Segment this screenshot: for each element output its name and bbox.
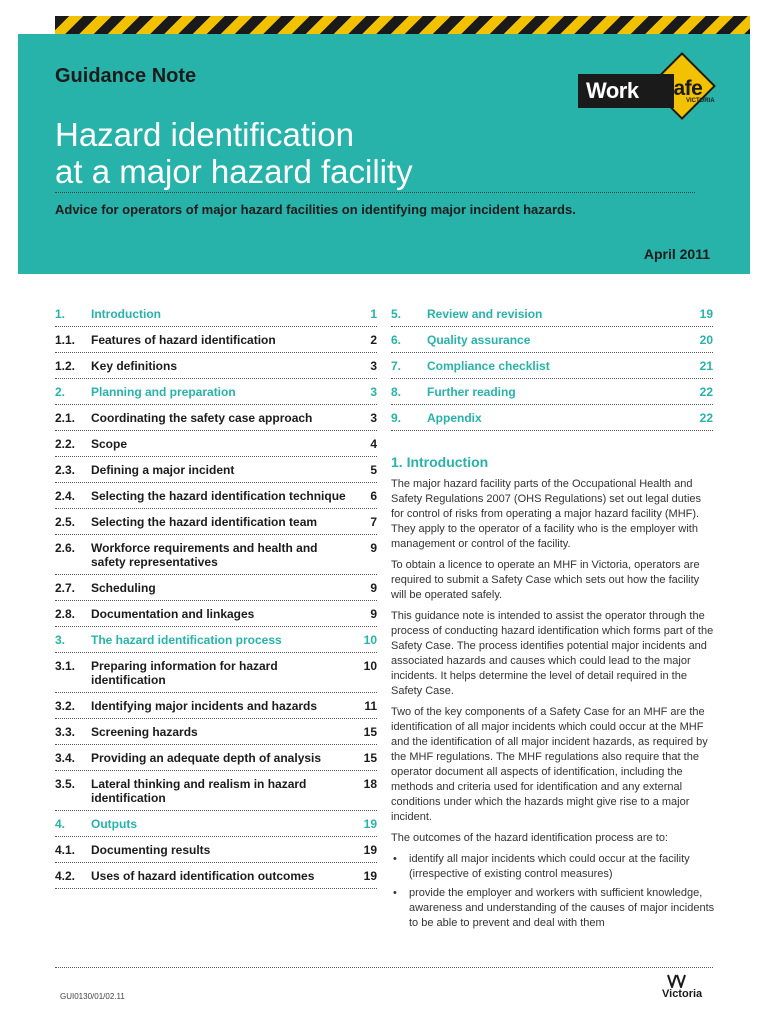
subtitle: Advice for operators of major hazard facilities on identifying major incident hazards. [55, 202, 576, 217]
toc-entry[interactable] [391, 379, 713, 405]
toc-entry[interactable] [55, 405, 377, 431]
toc-entry-page: 11 [364, 699, 377, 713]
toc-entry-number: 3.4. [55, 751, 76, 765]
table-of-contents-right [391, 301, 713, 431]
toc-entry-number: 2.5. [55, 515, 76, 529]
toc-entry-number: 1.1. [55, 333, 76, 347]
toc-entry-title: Compliance checklist [427, 359, 550, 373]
toc-entry-number: 3.3. [55, 725, 76, 739]
toc-entry-page: 10 [363, 633, 377, 647]
toc-entry[interactable] [55, 535, 377, 575]
toc-entry-number: 4.2. [55, 869, 76, 883]
outcome-bullet: • provide the employer and workers with sufficient knowledge, awareness and understanding of the causes of major incidents to be able to prevent and deal with them [391, 886, 716, 931]
intro-paragraph: This guidance note is intended to assist the operator through the process of conducting hazard identification which forms part of the Safety Case. The process identifies potential major incidents and associated hazards and causes which could lead to the major incidents. It helps determine the level of detail required in the Safety Case. [391, 610, 714, 697]
toc-entry-number: 2.3. [55, 463, 76, 477]
toc-entry-number: 2.4. [55, 489, 76, 503]
intro-paragraph: Two of the key components of a Safety Case for an MHF are the identification of all major incidents which could occur at the MHF and the identification of all major incident hazards, as required by the MHF regulations. The MHF regulations also require that the operator document all aspects of identification, including the methods and criteria used for identification and any external conditions under which the hazards might give rise to a major incident. [391, 706, 708, 823]
toc-entry[interactable] [55, 457, 377, 483]
toc-entry-title: Features of hazard identification [91, 333, 276, 347]
worksafe-logo [578, 62, 718, 122]
toc-entry-number: 6. [391, 333, 402, 347]
toc-entry-page: 9 [370, 581, 377, 595]
toc-entry-page: 10 [363, 659, 377, 673]
logo-victoria-text: VICTORIA [686, 98, 715, 104]
toc-entry-page: 9 [370, 607, 377, 621]
document-code: GUI0130/01/02.11 [60, 992, 125, 1001]
table-of-contents-left [55, 301, 377, 889]
toc-entry-page: 4 [370, 437, 377, 451]
publication-date: April 2011 [643, 246, 710, 262]
toc-entry-number: 2.8. [55, 607, 76, 621]
toc-entry-page: 2 [370, 333, 377, 347]
introduction-heading: 1. Introduction [391, 454, 489, 470]
toc-entry-title: Identifying major incidents and hazards [91, 699, 318, 713]
toc-entry-page: 5 [370, 463, 377, 477]
victoria-wordmark: Victoria [662, 988, 703, 1000]
toc-entry[interactable] [391, 301, 713, 327]
toc-entry-title: Selecting the hazard identification team [91, 515, 318, 529]
toc-entry-title: Scheduling [91, 581, 156, 595]
toc-entry-title: Planning and preparation [91, 385, 236, 399]
toc-entry-page: 15 [363, 751, 377, 765]
toc-entry-page: 9 [370, 541, 377, 555]
toc-entry[interactable] [55, 627, 377, 653]
toc-entry[interactable] [391, 327, 713, 353]
toc-entry[interactable] [55, 601, 377, 627]
toc-entry-page: 19 [699, 307, 713, 321]
toc-entry-title: Further reading [427, 385, 516, 399]
toc-entry-title: Workforce requirements and health and safety representatives [91, 541, 318, 569]
toc-entry-page: 3 [370, 411, 377, 425]
toc-entry-number: 3.5. [55, 777, 76, 791]
victoria-crest-icon [666, 974, 686, 988]
victoria-government-logo [662, 974, 712, 1004]
toc-entry-page: 22 [699, 411, 713, 425]
toc-entry-number: 1.2. [55, 359, 76, 373]
toc-entry-title: Providing an adequate depth of analysis [91, 751, 322, 765]
toc-entry[interactable] [55, 379, 377, 405]
toc-entry-number: 2. [55, 385, 66, 399]
introduction-body [391, 477, 716, 935]
divider [55, 192, 695, 193]
toc-entry[interactable] [391, 405, 713, 431]
toc-entry[interactable] [55, 719, 377, 745]
header-banner [18, 34, 750, 274]
toc-entry-page: 19 [363, 817, 377, 831]
toc-entry-number: 4. [55, 817, 66, 831]
toc-entry-page: 7 [370, 515, 377, 529]
toc-entry[interactable] [55, 771, 377, 811]
toc-entry[interactable] [391, 353, 713, 379]
logo-safe-text: Safe [660, 77, 703, 100]
toc-entry-number: 7. [391, 359, 402, 373]
toc-entry-number: 4.1. [55, 843, 76, 857]
intro-paragraph: The major hazard facility parts of the Occupational Health and Safety Regulations 2007 (OHS Regulations) set out legal duties for control of risks from operating a major hazard facility (MHF). They apply to the operator of a facility who is the employer with management or control of the facility. [391, 478, 702, 550]
toc-entry-title: Coordinating the safety case approach [91, 411, 313, 425]
footer-divider [55, 967, 713, 968]
toc-entry-title: Scope [91, 437, 128, 451]
intro-paragraph: To obtain a licence to operate an MHF in Victoria, operators are required to submit a Safety Case which sets out how the facility will be operated safely. [391, 559, 700, 601]
outcome-bullet: • identify all major incidents which could occur at the facility (irrespective of existing control measures) [391, 852, 716, 882]
toc-entry-page: 3 [370, 385, 377, 399]
toc-entry-title: Appendix [427, 411, 482, 425]
toc-entry-page: 22 [699, 385, 713, 399]
toc-entry[interactable] [55, 653, 377, 693]
toc-entry-number: 2.7. [55, 581, 76, 595]
toc-entry-number: 1. [55, 307, 66, 321]
toc-entry-page: 19 [363, 843, 377, 857]
toc-entry[interactable] [55, 327, 377, 353]
toc-entry[interactable] [55, 431, 377, 457]
toc-entry-title: Lateral thinking and realism in hazard identification [91, 777, 307, 805]
toc-entry[interactable] [55, 301, 377, 327]
toc-entry-number: 8. [391, 385, 402, 399]
toc-entry[interactable] [55, 745, 377, 771]
toc-entry-number: 2.1. [55, 411, 76, 425]
title-line-2: at a major hazard facility [55, 153, 413, 190]
toc-entry-title: Uses of hazard identification outcomes [91, 869, 315, 883]
toc-entry[interactable] [55, 353, 377, 379]
toc-entry-page: 18 [363, 777, 377, 791]
toc-entry-title: Documentation and linkages [91, 607, 255, 621]
toc-entry-page: 3 [370, 359, 377, 373]
logo-work-text: Work [586, 78, 639, 103]
toc-entry-title: The hazard identification process [91, 633, 282, 647]
toc-entry-number: 9. [391, 411, 402, 425]
toc-entry-page: 15 [363, 725, 377, 739]
toc-entry-number: 3.1. [55, 659, 76, 673]
toc-entry-page: 1 [370, 307, 377, 321]
toc-entry-number: 3.2. [55, 699, 76, 713]
toc-entry-number: 3. [55, 633, 66, 647]
toc-entry[interactable] [55, 483, 377, 509]
guidance-note-label: Guidance Note [55, 65, 197, 87]
outcomes-list [391, 852, 716, 931]
hazard-stripe [55, 16, 750, 34]
toc-entry-title: Quality assurance [427, 333, 531, 347]
intro-paragraph: The outcomes of the hazard identification process are to: [391, 832, 668, 844]
toc-entry-page: 19 [363, 869, 377, 883]
toc-entry-title: Documenting results [91, 843, 211, 857]
toc-entry-page: 21 [699, 359, 713, 373]
toc-entry-page: 20 [699, 333, 713, 347]
toc-entry[interactable] [55, 509, 377, 535]
toc-entry-title: Review and revision [427, 307, 543, 321]
toc-entry[interactable] [55, 693, 377, 719]
page-title [55, 116, 413, 190]
toc-entry-page: 6 [370, 489, 377, 503]
toc-entry[interactable] [55, 575, 377, 601]
toc-entry[interactable] [55, 811, 377, 837]
toc-entry-title: Preparing information for hazard identification [91, 659, 278, 687]
toc-entry-number: 2.2. [55, 437, 76, 451]
toc-entry-title: Selecting the hazard identification technique [91, 489, 346, 503]
toc-entry-number: 2.6. [55, 541, 76, 555]
toc-entry-title: Introduction [91, 307, 161, 321]
title-line-1: Hazard identification [55, 116, 354, 153]
toc-entry[interactable] [55, 837, 377, 863]
toc-entry-title: Outputs [91, 817, 137, 831]
toc-entry-title: Key definitions [91, 359, 178, 373]
toc-entry-number: 5. [391, 307, 402, 321]
toc-entry[interactable] [55, 863, 377, 889]
toc-entry-title: Screening hazards [91, 725, 198, 739]
toc-entry-title: Defining a major incident [91, 463, 235, 477]
